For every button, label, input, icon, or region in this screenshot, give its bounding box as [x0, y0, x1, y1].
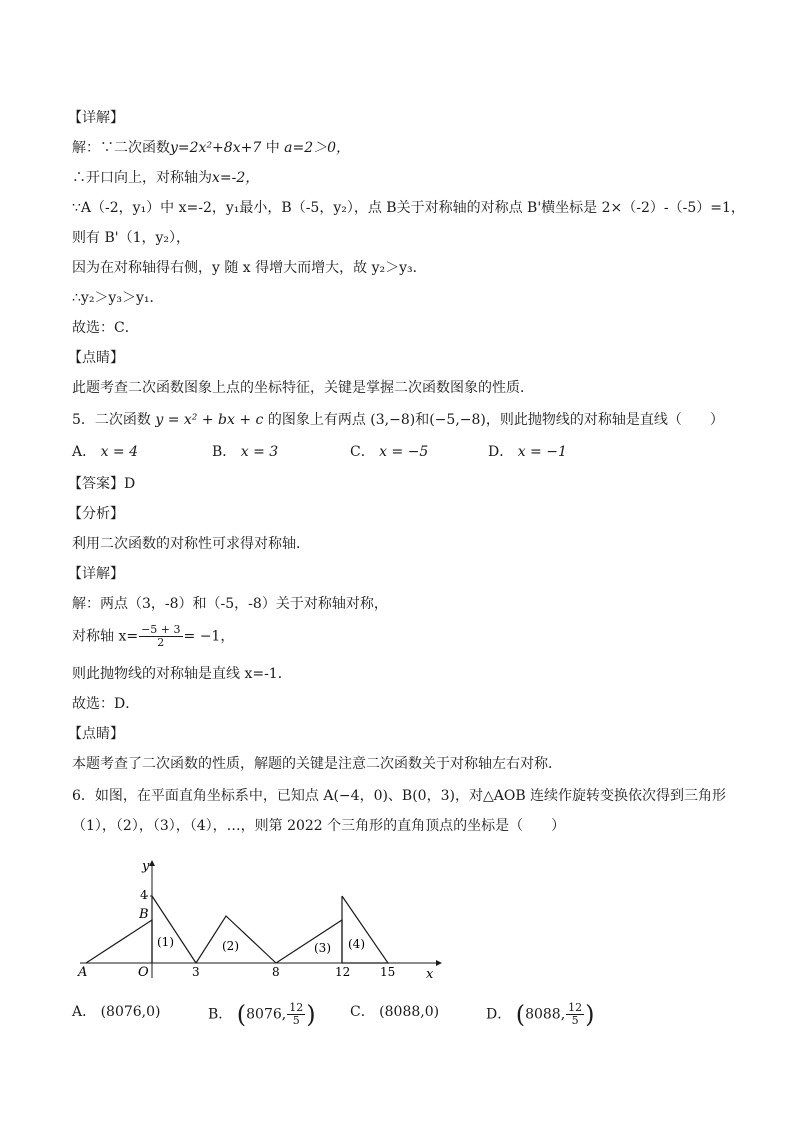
triangle-3	[276, 920, 342, 963]
option-b[interactable]: B． (8076, $\frac{12}{5}$ )	[208, 1000, 316, 1029]
option-value: 8088,	[525, 1006, 566, 1023]
heading-detail: 【详解】	[68, 566, 124, 582]
question-6-stem-line1: 6．如图，在平面直角坐标系中，已知点 A(−4，0)、B(0，3)，对△AOB 连续作旋转变换依次得到三角形	[72, 788, 727, 804]
point-label-a: A	[78, 965, 88, 980]
option-label: B．	[212, 444, 237, 460]
option-value: x = 3	[240, 444, 279, 460]
text-line: ∵A（-2，y₁）中 x=-2，y₁最小，B（-5，y₂），点 B关于对称轴的对称点 B'横坐标是 2×（-2）-（-5）=1，	[72, 200, 745, 216]
y-axis-arrow	[149, 860, 155, 866]
triangle-aob	[86, 920, 152, 963]
option-value: x = −1	[517, 444, 567, 460]
tick-label: 15	[380, 965, 396, 979]
option-d[interactable]	[488, 442, 567, 462]
numerator: −5 + 3	[141, 623, 181, 636]
tick-label: 3	[192, 965, 200, 979]
text-segment: 和	[415, 412, 430, 428]
text-segment: = −1，	[183, 628, 235, 645]
option-a[interactable]	[72, 1002, 161, 1022]
option-label: C．	[350, 1004, 375, 1020]
text-line	[72, 138, 350, 158]
equation: y = x² + bx + c	[155, 412, 264, 428]
tick-label: 12	[335, 965, 351, 979]
triangle-label: (1)	[157, 935, 174, 949]
option-value: x = 4	[100, 444, 139, 460]
point-label-b: B	[139, 907, 149, 922]
text-line: 故选：D．	[72, 696, 140, 712]
option-label: A．	[72, 1004, 97, 1020]
text-line: ∴y₂＞y₃＞y₁．	[72, 290, 164, 306]
denominator: 5	[571, 1014, 579, 1027]
text-line: 则有 B'（1，y₂），	[72, 230, 191, 246]
denominator: 2	[157, 636, 165, 649]
tick-label: 8	[272, 965, 280, 979]
option-c[interactable]	[350, 1002, 439, 1022]
question-5-stem	[72, 410, 724, 430]
text-line: 因为在对称轴得右侧，y 随 x 得增大而增大，故 y₂＞y₃．	[72, 260, 427, 276]
text-segment: ，则此抛物线的对称轴是直线（ ）	[485, 412, 724, 428]
triangle-label: (4)	[348, 937, 365, 951]
text-segment: 解：∵二次函数	[72, 140, 170, 156]
text-line: 利用二次函数的对称性可求得对称轴．	[72, 536, 310, 552]
coordinate-figure	[74, 852, 444, 982]
option-label: C．	[350, 444, 375, 460]
text-line: 此题考查二次函数图象上点的坐标特征，关键是掌握二次函数图象的性质．	[72, 380, 534, 396]
heading-comment: 【点睛】	[68, 350, 124, 366]
numerator: 12	[568, 1001, 583, 1014]
text-segment: 的图象上有两点	[267, 412, 366, 428]
question-6-stem-line2: （1），（2），（3），（4），…，则第 2022 个三角形的直角顶点的坐标是（ ）	[72, 818, 566, 834]
text-segment: 中	[265, 140, 280, 156]
numerator: 12	[289, 1001, 304, 1014]
x-axis-arrow	[436, 960, 442, 966]
option-label: B．	[208, 1006, 233, 1023]
heading-detail: 【详解】	[68, 110, 124, 126]
equation: x=-2，	[212, 170, 260, 186]
option-value: (8088,0)	[379, 1004, 440, 1020]
triangle-1	[152, 896, 196, 963]
option-b[interactable]	[212, 442, 278, 462]
heading-comment: 【点睛】	[68, 726, 124, 742]
text-line: 则此抛物线的对称轴是直线 x=-1．	[72, 666, 292, 682]
point-label-o: O	[138, 965, 149, 980]
option-label: A．	[72, 444, 97, 460]
y-axis-label: y	[142, 859, 150, 874]
tick-label: 4	[140, 888, 148, 902]
text-segment: 5．二次函数	[72, 412, 151, 428]
option-a[interactable]	[72, 442, 138, 462]
fraction	[139, 624, 182, 649]
text-line: 解：两点（3，-8）和（-5，-8）关于对称轴对称，	[72, 596, 388, 612]
text-line: 故选：C．	[72, 320, 139, 336]
answer: 【答案】D	[68, 476, 136, 492]
fraction	[287, 1002, 305, 1027]
heading-analysis: 【分析】	[68, 506, 124, 522]
text-segment: 对称轴 x=	[72, 628, 139, 645]
denominator: 5	[292, 1014, 300, 1027]
text-line	[72, 168, 259, 188]
option-value: 8076,	[246, 1006, 287, 1023]
text-segment: ∴开口向上，对称轴为	[72, 170, 212, 186]
option-d[interactable]: D． (8088, $\frac{12}{5}$ )	[486, 1000, 595, 1029]
option-c[interactable]	[350, 442, 428, 462]
option-value: x = −5	[379, 444, 429, 460]
point: (3,−8)	[370, 412, 416, 428]
equation: a=2＞0，	[284, 140, 351, 156]
equation: y=2x²+8x+7	[170, 140, 262, 156]
x-axis-label: x	[426, 967, 434, 982]
fraction	[566, 1002, 584, 1027]
formula-line	[72, 624, 234, 649]
triangle-label: (2)	[222, 939, 239, 953]
text-line: 本题考查了二次函数的性质，解题的关键是注意二次函数关于对称轴左右对称．	[72, 756, 562, 772]
option-value: (8076,0)	[100, 1004, 161, 1020]
option-label: D．	[488, 444, 514, 460]
triangle-label: (3)	[314, 941, 331, 955]
triangle-4	[342, 896, 388, 963]
point: (−5,−8)	[429, 412, 486, 428]
option-label: D．	[486, 1006, 512, 1023]
